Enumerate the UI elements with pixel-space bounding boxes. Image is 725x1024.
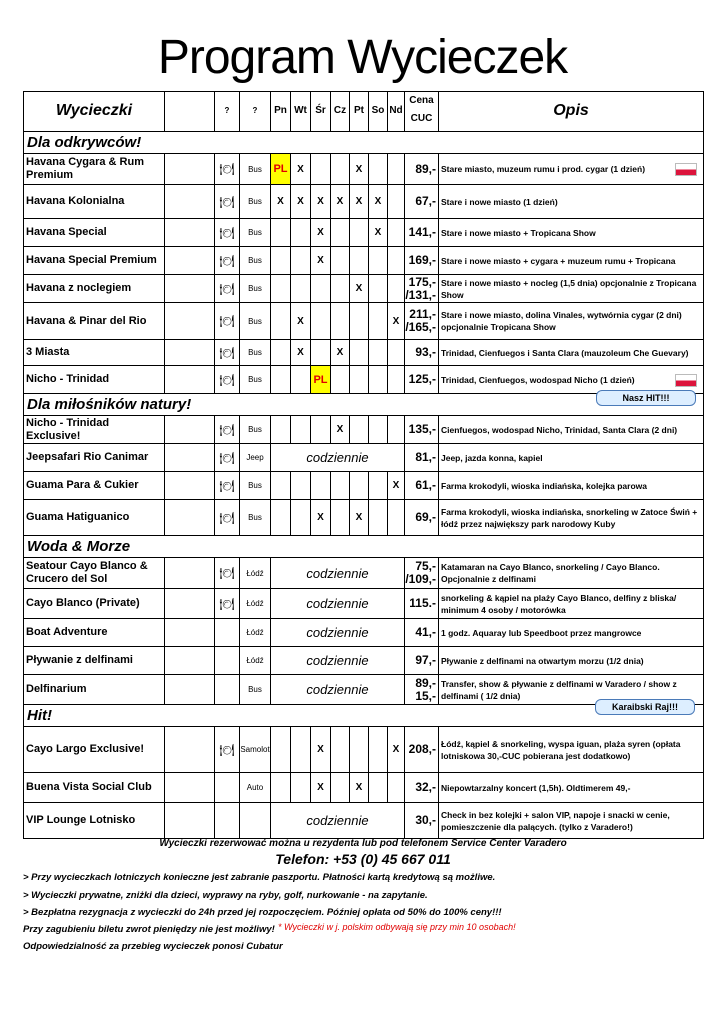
transport-type: Bus [240, 472, 271, 500]
day-cell [369, 472, 388, 500]
day-cell [311, 303, 331, 340]
day-cell: X [291, 154, 311, 185]
day-cell [369, 247, 388, 275]
day-cell: X [331, 416, 350, 444]
day-cell [291, 727, 311, 773]
price: 97,- [405, 647, 439, 675]
price: 61,- [405, 472, 439, 500]
day-cell [369, 154, 388, 185]
note-passport: > Przy wycieczkach lotniczych konieczne jest zabranie paszportu. Płatności kartą kredytową są możliwe. [23, 872, 496, 883]
price: 135,- [405, 416, 439, 444]
price: 67,- [405, 185, 439, 219]
table-row [24, 773, 704, 803]
meal-icon: 🍽 [215, 416, 240, 444]
price: 41,- [405, 619, 439, 647]
price: 211,- /165,- [405, 303, 439, 340]
description-text: Trinidad, Cienfuegos, wodospad Nicho (1 dzień) [441, 374, 635, 385]
col-name-header: Wycieczki [24, 92, 165, 132]
excursion-name: Havana & Pinar del Rio [24, 303, 165, 340]
day-header: Cz [331, 92, 350, 132]
excursion-photo [165, 275, 215, 303]
excursion-photo [165, 727, 215, 773]
excursion-name: VIP Lounge Lotnisko [24, 803, 165, 839]
description-text: Trinidad, Cienfuegos i Santa Clara (mauzoleum Che Guevary) [441, 347, 689, 358]
description [439, 444, 704, 472]
daily-schedule: codziennie [271, 619, 405, 647]
day-cell [311, 154, 331, 185]
meal-icon: 🍽 [215, 275, 240, 303]
description-text: Stare miasto, muzeum rumu i prod. cygar (1 dzień) [441, 164, 646, 174]
transport-type: Bus [240, 154, 271, 185]
day-cell [369, 275, 388, 303]
transport-type: Łódź [240, 589, 271, 619]
excursion-photo [165, 340, 215, 366]
day-cell: X [311, 219, 331, 247]
excursion-name: Havana Special [24, 219, 165, 247]
price: 89,- [405, 154, 439, 185]
meal-icon: 🍽 [215, 444, 240, 472]
day-cell [271, 416, 291, 444]
day-header: Wt [291, 92, 311, 132]
meal-icon [215, 619, 240, 647]
daily-schedule: codziennie [271, 558, 405, 589]
description [439, 589, 704, 619]
phone-number: Telefon: +53 (0) 45 667 011 [275, 851, 451, 867]
day-cell: X [291, 185, 311, 219]
transport-type: Łódź [240, 558, 271, 589]
day-cell: PL [311, 366, 331, 394]
day-cell: X [369, 185, 388, 219]
excursion-name: Seatour Cayo Blanco & Crucero del Sol [24, 558, 165, 589]
day-cell: X [331, 185, 350, 219]
meal-icon: 🍽 [215, 219, 240, 247]
day-cell: X [388, 727, 405, 773]
description [439, 619, 704, 647]
day-cell: X [350, 154, 369, 185]
section-title: Hit! [24, 705, 704, 727]
section-title: Woda & Morze [24, 536, 704, 558]
day-cell [271, 500, 291, 536]
table-row [24, 275, 704, 303]
day-cell [291, 416, 311, 444]
description-text: Transfer, show & pływanie z delfinami w Varadero / show z delfinami ( 1/2 dnia) [441, 678, 677, 701]
day-cell: X [311, 247, 331, 275]
daily-schedule: codziennie [271, 444, 405, 472]
price: 69,- [405, 500, 439, 536]
day-cell: PL [271, 154, 291, 185]
description-text: Pływanie z delfinami na otwartym morzu (1/2 dnia) [441, 655, 644, 666]
day-cell [331, 275, 350, 303]
meal-icon: 🍽 [215, 472, 240, 500]
table-row [24, 340, 704, 366]
table-row [24, 647, 704, 675]
meal-icon: 🍽 [215, 303, 240, 340]
note-polish-min: * Wycieczki w j. polskim odbywają się przy min 10 osobach! [278, 922, 516, 932]
description [439, 303, 704, 340]
table-row [24, 472, 704, 500]
day-cell [350, 416, 369, 444]
day-cell [331, 247, 350, 275]
day-cell [369, 416, 388, 444]
meal-icon: 🍽 [215, 727, 240, 773]
day-cell [331, 303, 350, 340]
section-header [24, 536, 704, 558]
transport-type: Bus [240, 185, 271, 219]
hit-callout: Karaibski Raj!!! [595, 699, 695, 715]
day-cell: X [311, 500, 331, 536]
meal-icon: 🍽 [215, 366, 240, 394]
price: 30,- [405, 803, 439, 839]
description [439, 727, 704, 773]
transport-type: Bus [240, 275, 271, 303]
day-cell: X [350, 500, 369, 536]
day-cell [291, 219, 311, 247]
day-cell [331, 154, 350, 185]
price-header-line2: CUC [410, 113, 433, 124]
day-cell: X [311, 185, 331, 219]
day-cell [388, 247, 405, 275]
day-cell: X [311, 773, 331, 803]
table-row [24, 185, 704, 219]
excursion-name: Jeepsafari Rio Canimar [24, 444, 165, 472]
transport-type [240, 803, 271, 839]
transport-type: Bus [240, 500, 271, 536]
day-cell: X [369, 219, 388, 247]
day-cell [331, 366, 350, 394]
table-row [24, 803, 704, 839]
price: 89,- 15,- [405, 675, 439, 705]
excursion-name: Cayo Largo Exclusive! [24, 727, 165, 773]
excursion-photo [165, 444, 215, 472]
day-cell [311, 275, 331, 303]
excursion-name: Boat Adventure [24, 619, 165, 647]
day-cell [388, 416, 405, 444]
day-cell: X [291, 340, 311, 366]
table-row [24, 558, 704, 589]
description-text: Łódź, kąpiel & snorkeling, wyspa iguan, plaża syren (opłata lotniskowa 30,-CUC pobierana jest dodatkowo) [441, 738, 681, 761]
day-cell [271, 366, 291, 394]
excursion-name: Guama Hatiguanico [24, 500, 165, 536]
description-text: Niepowtarzalny koncert (1,5h). Oldtimerem 49,- [441, 782, 631, 793]
day-cell: X [388, 472, 405, 500]
table-row [24, 727, 704, 773]
transport-type: Bus [240, 340, 271, 366]
day-cell [369, 366, 388, 394]
meal-icon: 🍽 [215, 589, 240, 619]
description-text: Stare i nowe miasto + Tropicana Show [441, 227, 596, 238]
excursion-photo [165, 154, 215, 185]
day-cell [350, 219, 369, 247]
day-cell [350, 727, 369, 773]
transport-type: Bus [240, 303, 271, 340]
meal-icon [215, 675, 240, 705]
meal-icon: 🍽 [215, 154, 240, 185]
excursion-photo [165, 416, 215, 444]
meal-icon: 🍽 [215, 185, 240, 219]
day-cell [350, 303, 369, 340]
description [439, 154, 704, 185]
note-private: > Wycieczki prywatne, zniżki dla dzieci, wyprawy na ryby, golf, nurkowanie - na zapytanie. [23, 890, 428, 901]
excursion-photo [165, 303, 215, 340]
transport-type: Bus [240, 247, 271, 275]
description-text: Stare i nowe miasto + cygara + muzeum rumu + Tropicana [441, 255, 676, 266]
section-title: Dla odkrywców! [24, 132, 704, 154]
excursion-name: Cayo Blanco (Private) [24, 589, 165, 619]
day-cell [271, 340, 291, 366]
section-header [24, 132, 704, 154]
excursion-name: Havana Cygara & Rum Premium [24, 154, 165, 185]
day-cell [369, 500, 388, 536]
day-header: So [369, 92, 388, 132]
reservation-info: Wycieczki rezerwować można u rezydenta lub pod telefonem Service Center Varadero [159, 838, 567, 849]
daily-schedule: codziennie [271, 803, 405, 839]
price: 208,- [405, 727, 439, 773]
excursion-name: Havana Kolonialna [24, 185, 165, 219]
day-cell: X [331, 340, 350, 366]
day-cell [271, 303, 291, 340]
day-cell: X [311, 727, 331, 773]
meal-icon [215, 647, 240, 675]
description [439, 647, 704, 675]
transport-type: Jeep [240, 444, 271, 472]
day-cell [291, 275, 311, 303]
page-title: Program Wycieczek [157, 31, 568, 84]
day-cell: X [350, 185, 369, 219]
day-cell [271, 247, 291, 275]
excursion-photo [165, 647, 215, 675]
day-cell [291, 472, 311, 500]
price: 125,- [405, 366, 439, 394]
excursion-photo [165, 247, 215, 275]
day-cell [388, 366, 405, 394]
table-header [24, 92, 704, 132]
day-cell [291, 366, 311, 394]
meal-icon: 🍽 [215, 340, 240, 366]
excursion-photo [165, 619, 215, 647]
meal-icon [215, 803, 240, 839]
excursion-name: Havana Special Premium [24, 247, 165, 275]
description-text: snorkeling & kąpiel na plaży Cayo Blanco, delfiny z bliska/ minimum 4 osoby / motorówka [441, 592, 677, 615]
col-q2-header: ? [240, 92, 271, 132]
day-cell: X [271, 185, 291, 219]
day-cell [388, 154, 405, 185]
day-cell [350, 340, 369, 366]
excursion-photo [165, 219, 215, 247]
excursion-name: Nicho - Trinidad [24, 366, 165, 394]
excursion-photo [165, 803, 215, 839]
table-row [24, 589, 704, 619]
table-row [24, 416, 704, 444]
excursion-name: Pływanie z delfinami [24, 647, 165, 675]
description-text: 1 godz. Aquaray lub Speedboot przez mangrowce [441, 627, 642, 638]
day-cell: X [350, 275, 369, 303]
polish-flag-icon [675, 163, 697, 176]
daily-schedule: codziennie [271, 589, 405, 619]
excursion-table [23, 91, 704, 839]
description-text: Farma krokodyli, wioska indiańska, kolejka parowa [441, 480, 647, 491]
description-text: Jeep, jazda konna, kapiel [441, 452, 543, 463]
transport-type: Łódź [240, 647, 271, 675]
day-header: Pn [271, 92, 291, 132]
day-cell [369, 727, 388, 773]
excursion-name: Havana z noclegiem [24, 275, 165, 303]
table-row [24, 619, 704, 647]
day-cell [311, 416, 331, 444]
day-cell [350, 247, 369, 275]
day-header: Nd [388, 92, 405, 132]
description [439, 803, 704, 839]
day-cell [311, 340, 331, 366]
table-row [24, 219, 704, 247]
col-photo-header [165, 92, 215, 132]
daily-schedule: codziennie [271, 675, 405, 705]
excursion-photo [165, 500, 215, 536]
note-ticket: Przy zagubieniu biletu zwrot pieniędzy nie jest możliwy! [23, 924, 275, 935]
meal-icon: 🍽 [215, 500, 240, 536]
price: 169,- [405, 247, 439, 275]
excursion-name: Nicho - Trinidad Exclusive! [24, 416, 165, 444]
description [439, 558, 704, 589]
price: 75,- /109,- [405, 558, 439, 589]
description [439, 340, 704, 366]
price: 32,- [405, 773, 439, 803]
table-row [24, 247, 704, 275]
day-cell [369, 773, 388, 803]
excursion-photo [165, 185, 215, 219]
transport-type: Bus [240, 416, 271, 444]
description [439, 275, 704, 303]
polish-flag-icon [675, 374, 697, 387]
day-cell [388, 500, 405, 536]
col-price-header [405, 92, 439, 132]
day-cell [311, 472, 331, 500]
day-cell [331, 500, 350, 536]
price: 141,- [405, 219, 439, 247]
day-cell: X [350, 773, 369, 803]
day-cell [388, 773, 405, 803]
price: 81,- [405, 444, 439, 472]
day-header: Śr [311, 92, 331, 132]
section-title: Dla miłośników natury! [24, 394, 704, 416]
day-cell [271, 219, 291, 247]
description-text: Stare i nowe miasto, dolina Vinales, wytwórnia cygar (2 dni) opcjonalnie Tropicana Show [441, 310, 682, 332]
day-cell [331, 219, 350, 247]
day-cell [291, 247, 311, 275]
day-cell: X [388, 303, 405, 340]
day-cell [331, 472, 350, 500]
day-cell [271, 472, 291, 500]
col-q1-header: ? [215, 92, 240, 132]
table-row [24, 500, 704, 536]
transport-type: Auto [240, 773, 271, 803]
description [439, 472, 704, 500]
meal-icon: 🍽 [215, 558, 240, 589]
day-cell [369, 303, 388, 340]
day-cell [291, 773, 311, 803]
excursion-name: Delfinarium [24, 675, 165, 705]
day-cell [388, 340, 405, 366]
description-text: Farma krokodyli, wioska indiańska, snorkeling w Zatoce Świń + łódź przez największy park narodowy Kuby [441, 506, 698, 529]
description-text: Check in bez kolejki + salon VIP, napoje i snacki w cenie, pomieszczenie dla palących. (tylko z Varadero!) [441, 809, 670, 832]
daily-schedule: codziennie [271, 647, 405, 675]
description [439, 773, 704, 803]
day-cell [350, 366, 369, 394]
day-cell [271, 275, 291, 303]
note-cancellation: > Bezpłatna rezygnacja z wycieczki do 24h przed jej rozpoczęciem. Później opłata od 50% do 100% ceny!!! [23, 907, 502, 918]
description [439, 500, 704, 536]
transport-type: Bus [240, 219, 271, 247]
excursion-photo [165, 366, 215, 394]
hit-callout: Nasz HIT!!! [596, 390, 696, 406]
day-cell: X [291, 303, 311, 340]
table-row [24, 154, 704, 185]
price: 115.- [405, 589, 439, 619]
excursion-photo [165, 773, 215, 803]
excursion-name: Buena Vista Social Club [24, 773, 165, 803]
day-cell [331, 773, 350, 803]
meal-icon: 🍽 [215, 247, 240, 275]
price-header-line1: Cena [409, 95, 434, 106]
description-text: Katamaran na Cayo Blanco, snorkeling / Cayo Blanco. Opcjonalnie z delfinami [441, 562, 660, 584]
day-cell [388, 185, 405, 219]
note-responsibility: Odpowiedzialność za przebieg wycieczek ponosi Cubatur [23, 941, 283, 952]
day-cell [271, 773, 291, 803]
transport-type: Samolot [240, 727, 271, 773]
day-header: Pt [350, 92, 369, 132]
description-text: Stare i nowe miasto + nocleg (1,5 dnia) opcjonalnie z Tropicana Show [441, 277, 697, 300]
price: 175,- /131,- [405, 275, 439, 303]
excursion-photo [165, 472, 215, 500]
excursion-photo [165, 675, 215, 705]
transport-type: Bus [240, 366, 271, 394]
day-cell [350, 472, 369, 500]
day-cell [271, 727, 291, 773]
col-desc-header: Opis [439, 92, 704, 132]
price: 93,- [405, 340, 439, 366]
description-text: Stare i nowe miasto (1 dzień) [441, 196, 558, 207]
excursion-name: Guama Para & Cukier [24, 472, 165, 500]
excursion-name: 3 Miasta [24, 340, 165, 366]
day-cell [388, 275, 405, 303]
description-text: Cienfuegos, wodospad Nicho, Trinidad, Santa Clara (2 dni) [441, 424, 678, 435]
table-row [24, 444, 704, 472]
day-cell [291, 500, 311, 536]
excursion-photo [165, 589, 215, 619]
day-cell [331, 727, 350, 773]
day-cell [369, 340, 388, 366]
description [439, 185, 704, 219]
transport-type: Bus [240, 675, 271, 705]
meal-icon [215, 773, 240, 803]
excursion-photo [165, 558, 215, 589]
table-row [24, 303, 704, 340]
description [439, 219, 704, 247]
day-cell [388, 219, 405, 247]
description [439, 416, 704, 444]
transport-type: Łódź [240, 619, 271, 647]
description [439, 247, 704, 275]
